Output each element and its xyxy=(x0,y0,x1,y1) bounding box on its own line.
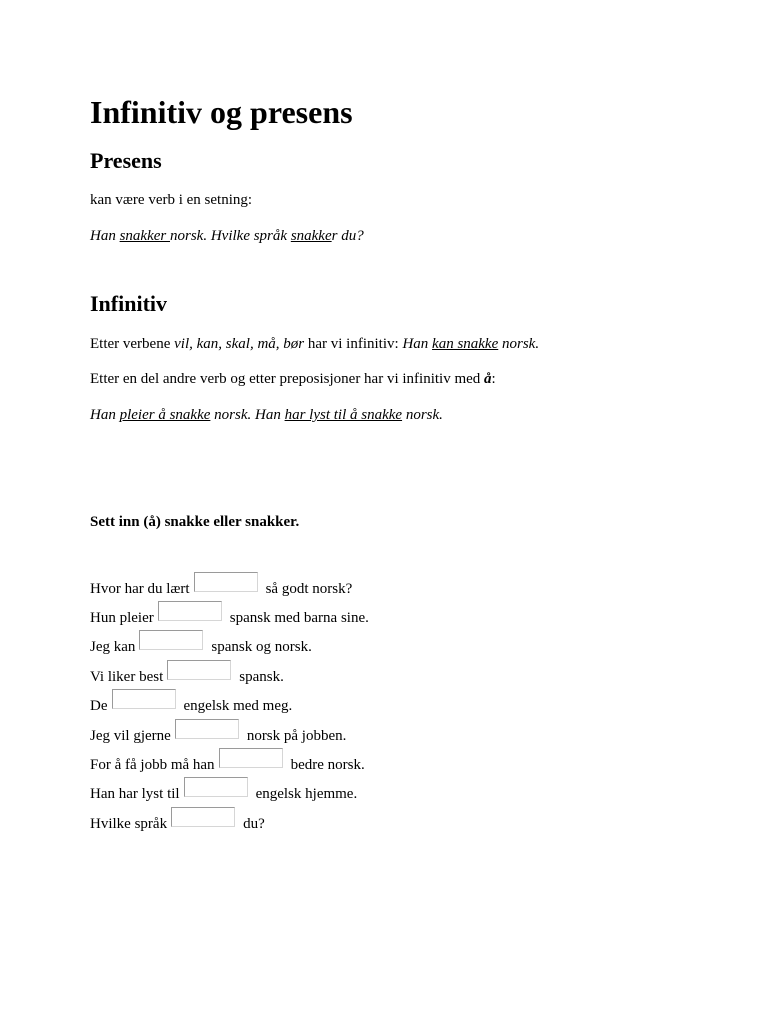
example-text: Han xyxy=(402,336,433,352)
exercise-text-before: Hvilke språk xyxy=(90,816,168,832)
rule-text: har vi infinitiv: xyxy=(304,336,403,352)
example-text: Han xyxy=(90,228,120,244)
answer-input-1[interactable] xyxy=(194,572,258,592)
example-underlined-verb: kan snakke xyxy=(432,336,499,352)
answer-input-5[interactable] xyxy=(112,689,176,709)
rule-text: Etter en del andre verb og etter preposisjoner har vi infinitiv med xyxy=(90,371,485,387)
presens-example xyxy=(90,228,364,245)
answer-input-2[interactable] xyxy=(158,601,222,621)
example-text: norsk. Han xyxy=(210,407,285,423)
exercise-line xyxy=(90,662,284,686)
exercise-text-after: spansk med barna sine. xyxy=(229,610,369,626)
exercise-line xyxy=(90,632,312,656)
exercise-line xyxy=(90,750,365,774)
exercise-line xyxy=(90,779,357,803)
exercise-line xyxy=(90,574,352,598)
exercise-text-before: For å få jobb må han xyxy=(90,757,215,773)
exercise-line xyxy=(90,691,292,715)
exercise-text-after: spansk. xyxy=(239,669,284,685)
exercise-text-before: De xyxy=(90,698,108,714)
exercise-text-after: norsk på jobben. xyxy=(246,728,347,744)
example-underlined-verb: snakke xyxy=(290,228,332,244)
answer-input-8[interactable] xyxy=(184,777,248,797)
rule-text: : xyxy=(491,371,496,387)
example-text: norsk. xyxy=(498,336,540,352)
exercise-text-after: engelsk med meg. xyxy=(183,698,293,714)
section-heading-infinitiv: Infinitiv xyxy=(90,291,168,316)
exercise-text-after: spansk og norsk. xyxy=(211,639,312,655)
example-underlined-verb: pleier å snakke xyxy=(119,407,211,423)
example-text: norsk. Hvilke språk xyxy=(170,228,291,244)
infinitiv-rule-aa xyxy=(90,371,496,388)
exercise-text-before: Hvor har du lært xyxy=(90,581,190,597)
answer-input-7[interactable] xyxy=(219,748,283,768)
example-text: Han xyxy=(90,407,120,423)
exercise-text-before: Jeg kan xyxy=(90,639,136,655)
exercise-text-after: du? xyxy=(243,816,265,832)
example-text: norsk. xyxy=(402,407,443,423)
exercise-text-before: Vi liker best xyxy=(90,669,164,685)
exercise-text-before: Hun pleier xyxy=(90,610,154,626)
infinitiv-example xyxy=(90,407,443,424)
exercise-text-before: Han har lyst til xyxy=(90,786,180,802)
infinitiv-rule-modal-verbs xyxy=(90,336,539,353)
answer-input-9[interactable] xyxy=(171,807,235,827)
example-text: r du? xyxy=(331,228,364,244)
answer-input-3[interactable] xyxy=(139,630,203,650)
page-title: Infinitiv og presens xyxy=(90,94,353,130)
answer-input-4[interactable] xyxy=(167,660,231,680)
answer-input-6[interactable] xyxy=(175,719,239,739)
presens-intro: kan være verb i en setning: xyxy=(90,192,253,208)
exercise-text-before: Jeg vil gjerne xyxy=(90,728,171,744)
exercise-text-after: bedre norsk. xyxy=(290,757,365,773)
exercise-line xyxy=(90,603,369,627)
aa-marker: å xyxy=(484,371,492,387)
example-underlined-verb: har lyst til å snakke xyxy=(284,407,403,423)
modal-verbs: vil, kan, skal, må, bør xyxy=(174,336,305,352)
exercise-text-after: så godt norsk? xyxy=(265,581,353,597)
example-underlined-verb: snakker xyxy=(119,228,170,244)
exercise-text-after: engelsk hjemme. xyxy=(255,786,358,802)
section-heading-presens: Presens xyxy=(90,148,162,173)
rule-text: Etter verbene xyxy=(90,336,175,352)
exercise-instruction: Sett inn (å) snakke eller snakker. xyxy=(90,514,300,530)
exercise-line xyxy=(90,721,346,745)
exercise-line xyxy=(90,809,265,833)
